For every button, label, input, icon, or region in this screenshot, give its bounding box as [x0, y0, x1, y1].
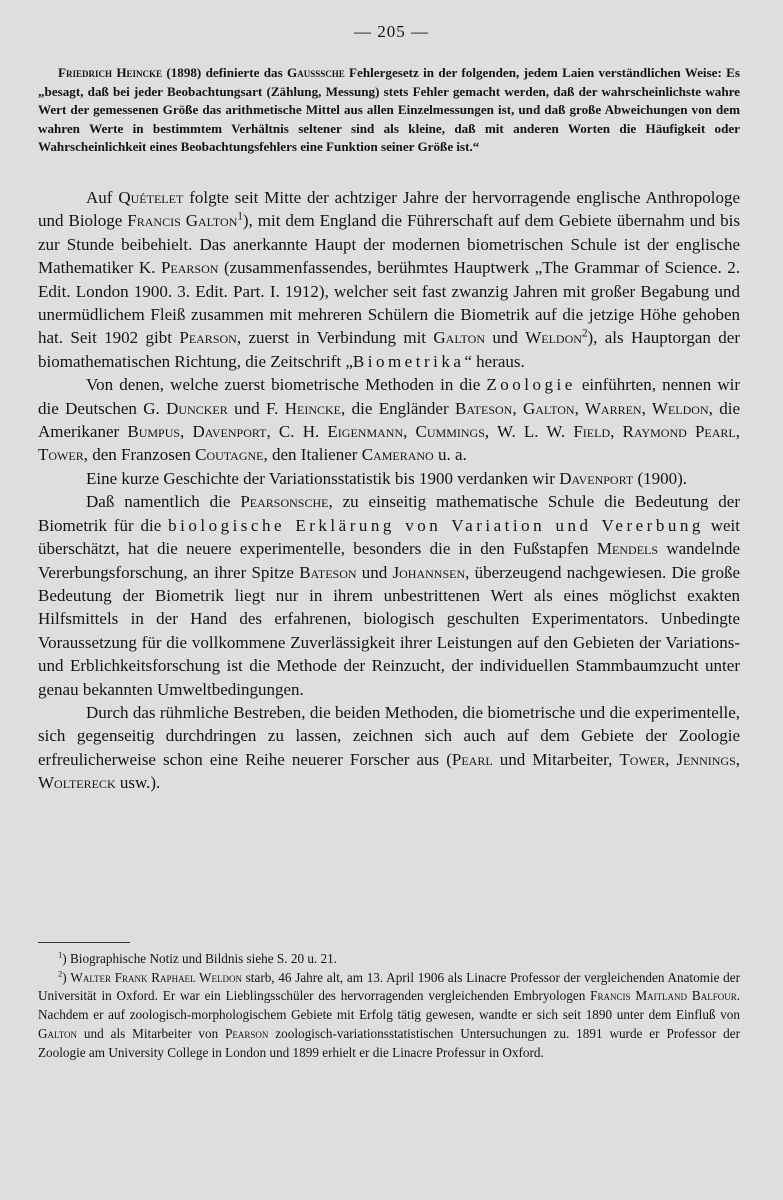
text: usw.). [115, 773, 161, 793]
text: und [485, 328, 526, 348]
text: (zusammenfassendes, berühmtes Hauptwerk „The Grammar of Science. 2. Edit. London 1900. 3. Edit. Part. I. 1912), welcher seit fast zwanzig Jahren mit großer Begabung und unermüdlichem Fleiß zusammen mit mehreren Schülern die Biometrik auf die jetzige Höhe gehoben hat. Seit 1902 gibt [38, 258, 740, 348]
footnote-2 [38, 969, 740, 1063]
quote-text: (1898) definierte das [162, 65, 288, 80]
footnote-ref-1: 1 [237, 210, 243, 223]
text: ), als Hauptorgan der biomathematischen Richtung, die Zeitschrift „ [38, 328, 740, 371]
main-text [38, 186, 740, 795]
person-name: Pearl [451, 749, 493, 769]
page-number: — 205 — [354, 22, 429, 41]
text: , überzeugend nachgewiesen. Die große Bedeutung der Biometrik liegt nur in ihrem unbestrittenen Wert als eines möglichst exakten Hilfsmittels in der Hand des erfahrenen, biologisch geschulten Experimentators. Unbedingte Voraussetzung für die vollkommene Zuverlässigkeit ihrer Leistungen auf den Gebieten der Variations- und Erblichkeitsforschung ist die Methode der Reinzucht, der individuellen Stammbaumzucht unter genau bekannten Umweltbedingungen. [38, 562, 740, 699]
text: Daß namentlich die [86, 492, 241, 512]
person-name: Camerano [361, 445, 434, 465]
paragraph-1 [38, 186, 740, 373]
text: Auf [86, 188, 119, 207]
gauss-name: Gausssche [287, 65, 345, 80]
text: “ heraus. [464, 351, 525, 371]
footnote-mark: 2 [58, 968, 63, 979]
paragraph-2 [38, 373, 740, 467]
text: ), mit dem England die Führerschaft auf dem Gebiete übernahm und bis zur Stunde beibehielt. Das anerkannte Haupt der modernen biometrischen Schule ist der englische Mathematiker K. [38, 211, 740, 278]
paragraph-4 [38, 490, 740, 701]
text: Eine kurze Geschichte der Variationsstatistik bis 1900 verdanken wir [86, 468, 560, 488]
quote-text: Fehlergesetz in der folgenden, jedem Laien verständlichen Weise: Es „besagt, daß bei jeder Beobachtungsart (Zählung, Messung) stets Fehler gemacht werden, daß der wahrscheinlichste wahre Wert der gemessenen Größe das arithmetische Mittel aus allen Einzelmessungen ist, und daß große Abweichungen von dem wahren Werte in bestimmtem Verhältnis seltener sind als kleine, daß mit anderen Worten die Häufigkeit oder Wahrscheinlichkeit eines Beobachtungsfehlers eine Funktion seiner Größe ist.“ [38, 65, 740, 155]
person-name: Coutagne [195, 445, 264, 465]
person-name: Bateson [299, 562, 357, 582]
person-names: Field, Raymond Pearl, Tower [38, 422, 740, 465]
text: , C. H. [266, 422, 328, 442]
person-name: Duncker [166, 398, 228, 418]
spaced-phrase: biologische Erklärung von Variation und Vererbung [168, 515, 704, 535]
person-name: Weldon [525, 328, 582, 348]
person-name: Pearson [225, 1025, 269, 1041]
paragraph-3 [38, 467, 740, 490]
text: und Mitarbeiter, [492, 749, 620, 769]
text: , zuerst in Verbindung mit [236, 328, 434, 348]
text: , die Engländer [341, 398, 455, 418]
person-name: Davenport [559, 468, 634, 488]
footnote-text: und als Mitarbeiter von [77, 1025, 226, 1041]
footnote-text: ) Biographische Notiz und Bildnis siehe S. 20 u. 21. [62, 951, 338, 966]
footnotes [38, 950, 740, 1062]
person-name: Johannsen [392, 562, 466, 582]
text: folgte seit Mitte der achtziger Jahre der hervorragende englische Anthropologe und Biologe [38, 188, 740, 231]
quote-block [38, 64, 740, 157]
person-name: Galton [433, 328, 485, 348]
footnote-mark: 1 [58, 949, 63, 960]
person-name: Pearson [179, 328, 237, 348]
text: u. a. [433, 445, 467, 465]
person-names: Bateson, Galton, Warren, Weldon [455, 398, 709, 418]
person-name: Pearsonsche [240, 492, 329, 512]
footnote-text: zoologisch-variationsstatistischen Untersuchungen zu. 1891 wurde er Professor der Zoologie am University College in London und 1899 erhielt er die Linacre Professur in Oxford. [38, 1025, 740, 1060]
text: , W. L. W. [484, 422, 574, 442]
text: , zu einseitig mathematische Schule die Bedeutung der Biometrik für die [38, 492, 741, 535]
text: , den Franzosen [83, 445, 196, 465]
person-name: Francis Galton [127, 211, 238, 231]
person-names: Bumpus, Davenport [127, 422, 267, 442]
text: Durch das rühmliche Bestreben, die beiden Methoden, die biometrische und die experimentelle, sich gegenseitig durchdringen zu lassen, zeichnen sich auch auf dem Gebiete der Zoologie erfreulicherweise schon eine Reihe neuerer Forscher aus ( [38, 702, 740, 769]
text: und F. [227, 398, 285, 418]
footnote-text: ) [62, 969, 71, 985]
footnote-text: . Nachdem er auf zoologisch-morphologischem Gebiete mit Erfolg tätig gewesen, wandte er sich seit 1890 unter dem Einfluß von [38, 988, 740, 1023]
text: einführten, nennen wir die Deutschen G. [38, 375, 740, 418]
text: , den Italiener [263, 445, 362, 465]
text: , die Amerikaner [38, 398, 740, 442]
person-names: Eigenmann, Cummings [327, 422, 485, 442]
person-name: Mendels [596, 539, 659, 559]
text: und [356, 562, 393, 582]
person-name: Quételet [118, 188, 184, 207]
person-name: Tower [619, 749, 666, 769]
text: Von denen, welche zuerst biometrische Methoden in die [86, 375, 487, 395]
paragraph-5 [38, 701, 740, 795]
person-name: Pearson [160, 258, 219, 278]
footnote-1 [38, 950, 740, 969]
spaced-word: Zoologie [486, 375, 576, 395]
person-name: Walter Frank Raphael Weldon [70, 969, 242, 985]
quote-paragraph [38, 64, 740, 157]
footnote-ref-2: 2 [581, 327, 588, 340]
author-name: Friedrich Heincke [58, 65, 163, 80]
footnote-text: starb, 46 Jahre alt, am 13. April 1906 als Linacre Professor der vergleichenden Anatomie der Universität in Oxford. Er war ein Lieblingsschüler des hervorragenden vergleichenden Embryologen [38, 969, 740, 1004]
text: wandelnde Vererbungsforschung, an ihrer Spitze [38, 539, 740, 582]
person-name: Francis Maitland Balfour [590, 988, 737, 1004]
journal-name: Biometrika [352, 351, 465, 371]
person-name: Heincke [284, 398, 342, 418]
person-name: Woltereck [38, 773, 116, 793]
text: , [735, 749, 740, 769]
person-name: Jennings [676, 749, 736, 769]
text: weit überschätzt, hat die neuere experimentelle, besonders die in den Fußstapfen [38, 515, 740, 559]
text: , [665, 749, 677, 769]
text: (1900). [633, 468, 688, 488]
footnote-divider [38, 942, 130, 943]
person-name: Galton [38, 1025, 78, 1041]
